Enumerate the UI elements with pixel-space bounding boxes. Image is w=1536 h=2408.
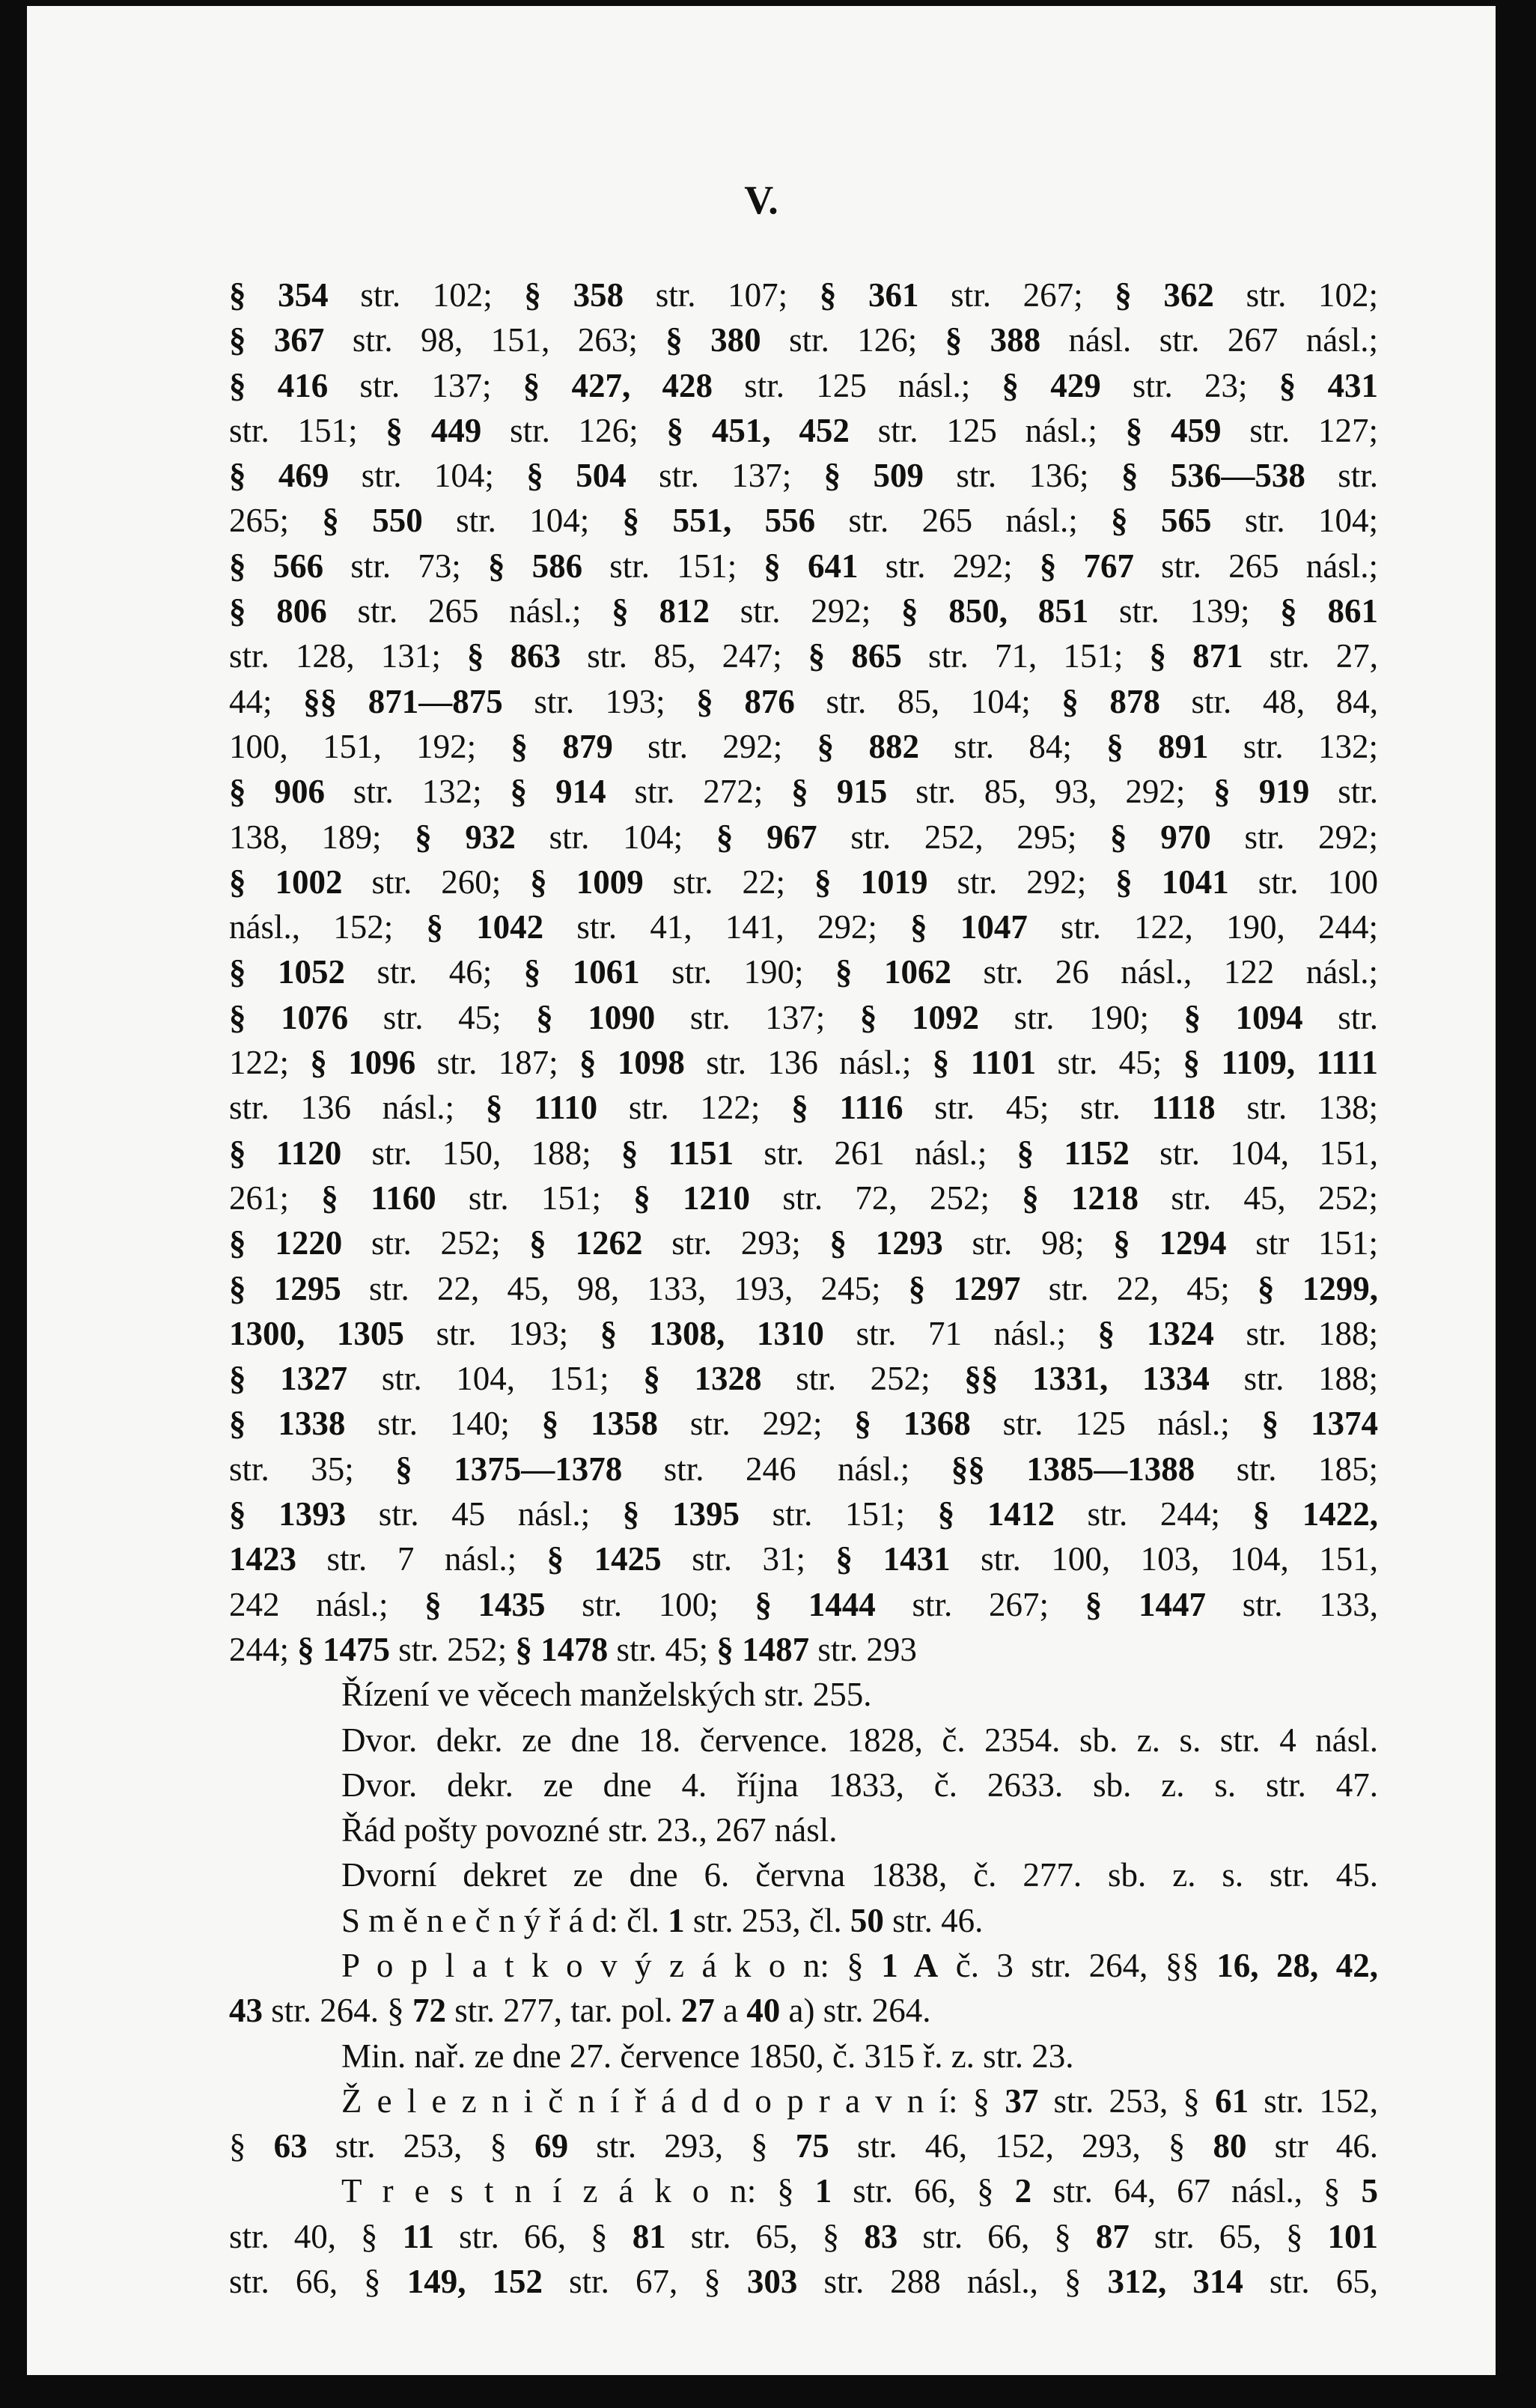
text-line: § 1295 str. 22, 45, 98, 133, 193, 245; § 1297 str. 22, 45; § 1299, bbox=[229, 1269, 1378, 1307]
text-line: P o p l a t k o v ý z á k o n: § 1 A č. 3 str. 264, §§ 16, 28, 42, bbox=[341, 1946, 1378, 1984]
text-line: 43 str. 264. § 72 str. 277, tar. pol. 27 a 40 a) str. 264. bbox=[229, 1992, 931, 2030]
text-line: Min. nař. ze dne 27. července 1850, č. 315 ř. z. str. 23. bbox=[341, 2037, 1074, 2075]
text-line: 138, 189; § 932 str. 104; § 967 str. 252, 295; § 970 str. 292; bbox=[229, 818, 1378, 856]
text-line: násl., 152; § 1042 str. 41, 141, 292; § 1047 str. 122, 190, 244; bbox=[229, 908, 1378, 946]
text-line: 1423 str. 7 násl.; § 1425 str. 31; § 1431 str. 100, 103, 104, 151, bbox=[229, 1540, 1378, 1578]
text-line: Dvor. dekr. ze dne 4. října 1833, č. 2633. sb. z. s. str. 47. bbox=[341, 1766, 1378, 1804]
text-line: Dvorní dekret ze dne 6. června 1838, č. 277. sb. z. s. str. 45. bbox=[341, 1856, 1378, 1894]
text-line: 265; § 550 str. 104; § 551, 556 str. 265 násl.; § 565 str. 104; bbox=[229, 502, 1378, 540]
text-line: Dvor. dekr. ze dne 18. července. 1828, č. 2354. sb. z. s. str. 4 násl. bbox=[341, 1721, 1378, 1759]
text-line: § 566 str. 73; § 586 str. 151; § 641 str. 292; § 767 str. 265 násl.; bbox=[229, 547, 1378, 585]
text-line: § 906 str. 132; § 914 str. 272; § 915 str. 85, 93, 292; § 919 str. bbox=[229, 773, 1378, 811]
text-line: str. 136 násl.; § 1110 str. 122; § 1116 str. 45; str. 1118 str. 138; bbox=[229, 1089, 1378, 1127]
text-line: Ž e l e z n i č n í ř á d d o p r a v n í: § 37 str. 253, § 61 str. 152, bbox=[341, 2082, 1378, 2120]
text-line: § 1393 str. 45 násl.; § 1395 str. 151; § 1412 str. 244; § 1422, bbox=[229, 1495, 1378, 1533]
text-line: T r e s t n í z á k o n: § 1 str. 66, § 2 str. 64, 67 násl., § 5 bbox=[341, 2172, 1378, 2210]
text-line: str. 35; § 1375—1378 str. 246 násl.; §§ 1385—1388 str. 185; bbox=[229, 1450, 1378, 1488]
text-line: Řád pošty povozné str. 23., 267 násl. bbox=[341, 1811, 838, 1849]
text-line: § 1002 str. 260; § 1009 str. 22; § 1019 str. 292; § 1041 str. 100 bbox=[229, 863, 1378, 901]
text-line: § 354 str. 102; § 358 str. 107; § 361 str. 267; § 362 str. 102; bbox=[229, 276, 1378, 314]
text-line: § 1120 str. 150, 188; § 1151 str. 261 násl.; § 1152 str. 104, 151, bbox=[229, 1134, 1378, 1172]
text-line: Řízení ve věcech manželských str. 255. bbox=[341, 1676, 872, 1714]
text-line: 44; §§ 871—875 str. 193; § 876 str. 85, 104; § 878 str. 48, 84, bbox=[229, 682, 1378, 720]
text-line: 261; § 1160 str. 151; § 1210 str. 72, 252; § 1218 str. 45, 252; bbox=[229, 1179, 1378, 1217]
text-line: str. 40, § 11 str. 66, § 81 str. 65, § 83 str. 66, § 87 str. 65, § 101 bbox=[229, 2217, 1378, 2255]
text-line: § 1327 str. 104, 151; § 1328 str. 252; §§ 1331, 1334 str. 188; bbox=[229, 1360, 1378, 1398]
text-line: str. 128, 131; § 863 str. 85, 247; § 865 str. 71, 151; § 871 str. 27, bbox=[229, 637, 1378, 675]
text-line: § 1076 str. 45; § 1090 str. 137; § 1092 str. 190; § 1094 str. bbox=[229, 998, 1378, 1036]
text-line: 100, 151, 192; § 879 str. 292; § 882 str. 84; § 891 str. 132; bbox=[229, 727, 1378, 765]
text-line: 1300, 1305 str. 193; § 1308, 1310 str. 71 násl.; § 1324 str. 188; bbox=[229, 1314, 1378, 1352]
text-line: str. 151; § 449 str. 126; § 451, 452 str. 125 násl.; § 459 str. 127; bbox=[229, 411, 1378, 449]
text-line: § 367 str. 98, 151, 263; § 380 str. 126; § 388 násl. str. 267 násl.; bbox=[229, 321, 1378, 359]
text-line: § 1220 str. 252; § 1262 str. 293; § 1293 str. 98; § 1294 str 151; bbox=[229, 1224, 1378, 1262]
book-page bbox=[27, 6, 1496, 2375]
text-line: § 63 str. 253, § 69 str. 293, § 75 str. 46, 152, 293, § 80 str 46. bbox=[229, 2127, 1378, 2165]
text-line: § 1052 str. 46; § 1061 str. 190; § 1062 str. 26 násl., 122 násl.; bbox=[229, 953, 1378, 991]
text-line: § 806 str. 265 násl.; § 812 str. 292; § 850, 851 str. 139; § 861 bbox=[229, 592, 1378, 630]
text-line: 122; § 1096 str. 187; § 1098 str. 136 násl.; § 1101 str. 45; § 1109, 1111 bbox=[229, 1044, 1378, 1082]
index-text bbox=[229, 273, 1378, 2304]
text-line: S m ě n e č n ý ř á d: čl. 1 str. 253, čl. 50 str. 46. bbox=[341, 1901, 984, 1939]
text-line: § 416 str. 137; § 427, 428 str. 125 násl.; § 429 str. 23; § 431 bbox=[229, 366, 1378, 404]
text-line: § 469 str. 104; § 504 str. 137; § 509 str. 136; § 536—538 str. bbox=[229, 457, 1378, 495]
text-line: 242 násl.; § 1435 str. 100; § 1444 str. 267; § 1447 str. 133, bbox=[229, 1585, 1378, 1623]
page-number: V. bbox=[744, 177, 778, 222]
text-line: 244; § 1475 str. 252; § 1478 str. 45; § 1487 str. 293 bbox=[229, 1630, 917, 1668]
text-line: § 1338 str. 140; § 1358 str. 292; § 1368 str. 125 násl.; § 1374 bbox=[229, 1405, 1378, 1443]
text-line: str. 66, § 149, 152 str. 67, § 303 str. 288 násl., § 312, 314 str. 65, bbox=[229, 2263, 1378, 2301]
